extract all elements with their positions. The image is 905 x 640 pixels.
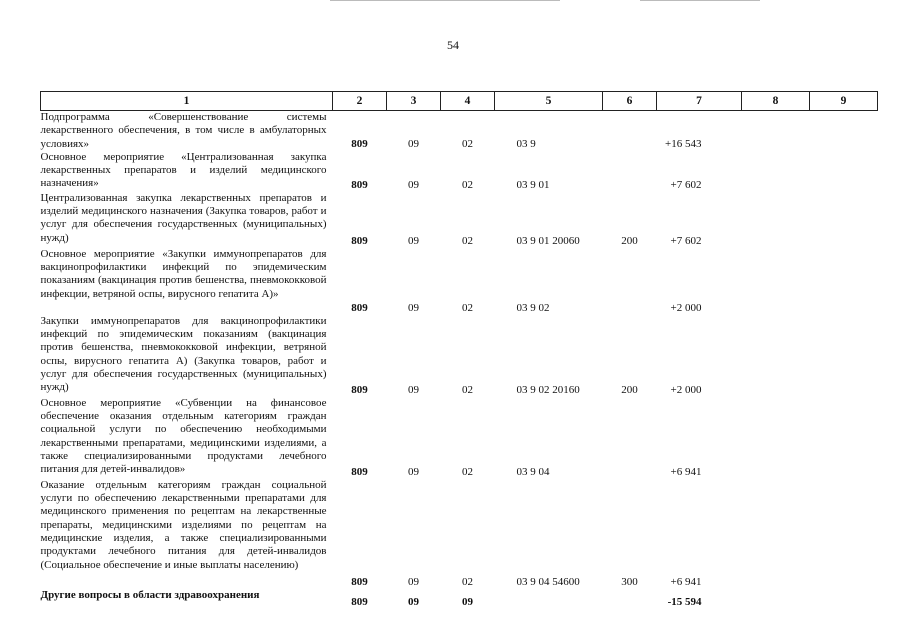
row-description: Закупки иммунопрепаратов для вакцинопрофилактики инфекций по эпидемическим показаниям (вакцинация против бешенства, пневмококковой инфекции, ветряной оспы, вирусного гепатита А) (Закупка товаров, работ и услуг для обеспечения государственных (муниципальных) нужд) bbox=[40, 314, 327, 394]
ministry-code: 809 bbox=[351, 234, 368, 247]
col8-cell bbox=[742, 151, 810, 192]
amount: +16 543 bbox=[665, 137, 702, 150]
target-article-code: 03 9 01 20060 bbox=[516, 234, 580, 247]
section-code: 09 bbox=[408, 234, 419, 247]
expense-type-code bbox=[603, 151, 657, 192]
row-description: Другие вопросы в области здравоохранения bbox=[40, 588, 260, 601]
subsection-code: 02 bbox=[462, 575, 473, 588]
amount: +6 941 bbox=[670, 465, 702, 478]
expense-type-code: 300 bbox=[621, 575, 638, 588]
row-description: Основное мероприятие «Закупки иммунопрепаратов для вакцинопрофилактики инфекций по эпидемическим показаниям (вакцинация против бешенства, пневмококковой инфекции, ветряной оспы, вирусного гепатита А)» bbox=[40, 247, 327, 300]
section-code: 09 bbox=[408, 465, 419, 478]
ministry-code: 809 bbox=[351, 575, 368, 588]
col8-cell bbox=[742, 192, 810, 248]
ministry-code: 809 bbox=[351, 301, 368, 314]
ministry-code: 809 bbox=[351, 595, 368, 608]
row-description: Основное мероприятие «Централизованная закупка лекарственных препаратов и изделий медицинского назначения» bbox=[40, 150, 327, 190]
ministry-code: 809 bbox=[351, 137, 368, 150]
section-code: 09 bbox=[408, 178, 419, 191]
table-row bbox=[41, 397, 878, 479]
col9-cell bbox=[810, 248, 878, 315]
target-article-code bbox=[495, 589, 603, 609]
col9-cell bbox=[810, 192, 878, 248]
subsection-code: 02 bbox=[462, 137, 473, 150]
col8-cell bbox=[742, 248, 810, 315]
row-description: Централизованная закупка лекарственных препаратов и изделий медицинского назначения (Закупка товаров, работ и услуг для обеспечения государственных (муниципальных) нужд) bbox=[40, 191, 327, 244]
col9-cell bbox=[810, 111, 878, 151]
target-article-code: 03 9 04 bbox=[516, 465, 550, 478]
col9-cell bbox=[810, 397, 878, 479]
scan-artifact-line bbox=[640, 0, 760, 1]
row-description: Оказание отдельным категориям граждан социальной услуги по обеспечению лекарственными препаратами для медицинского применения по рецептам на лекарственные препараты, медицинскими изделиями по рецептам на медицинские изделия, а также специализированными продуктами лечебного питания для детей-инвалидов (Социальное обеспечение и иные выплаты населению) bbox=[40, 478, 327, 571]
col8-cell bbox=[742, 111, 810, 151]
amount: +6 941 bbox=[670, 575, 702, 588]
expense-type-code bbox=[603, 111, 657, 151]
budget-table bbox=[40, 91, 878, 609]
subsection-code: 02 bbox=[462, 383, 473, 396]
section-code: 09 bbox=[408, 595, 419, 608]
amount: -15 594 bbox=[667, 595, 702, 608]
row-description: Подпрограмма «Совершенствование системы лекарственного обеспечения, в том числе в амбулаторных условиях» bbox=[40, 111, 327, 150]
amount: +7 602 bbox=[670, 234, 702, 247]
column-header: 6 bbox=[603, 92, 657, 111]
col9-cell bbox=[810, 589, 878, 609]
table-row bbox=[41, 248, 878, 315]
col9-cell bbox=[810, 479, 878, 589]
row-description: Основное мероприятие «Субвенции на финансовое обеспечение оказания отдельным категориям граждан социальной услуги по обеспечению необходимыми лекарственными препаратами, медицинскими изделиями, а также специализированными продуктами лечебного питания для детей-инвалидов» bbox=[40, 396, 327, 476]
column-header: 8 bbox=[742, 92, 810, 111]
section-code: 09 bbox=[408, 383, 419, 396]
expense-type-code: 200 bbox=[621, 234, 638, 247]
target-article-code: 03 9 04 54600 bbox=[516, 575, 580, 588]
amount: +2 000 bbox=[670, 383, 702, 396]
column-header: 4 bbox=[441, 92, 495, 111]
target-article-code: 03 9 bbox=[516, 137, 536, 150]
target-article-code: 03 9 02 bbox=[516, 301, 550, 314]
section-code: 09 bbox=[408, 301, 419, 314]
table-row bbox=[41, 111, 878, 151]
ministry-code: 809 bbox=[351, 383, 368, 396]
ministry-code: 809 bbox=[351, 465, 368, 478]
page-number: 54 bbox=[447, 38, 459, 52]
col8-cell bbox=[742, 397, 810, 479]
section-code: 09 bbox=[408, 575, 419, 588]
subsection-code: 02 bbox=[462, 301, 473, 314]
col9-cell bbox=[810, 151, 878, 192]
col8-cell bbox=[742, 479, 810, 589]
table-row bbox=[41, 589, 878, 609]
col8-cell bbox=[742, 589, 810, 609]
header-row bbox=[41, 92, 878, 111]
col8-cell bbox=[742, 315, 810, 397]
subsection-code: 09 bbox=[462, 595, 473, 608]
table-row bbox=[41, 151, 878, 192]
subsection-code: 02 bbox=[462, 178, 473, 191]
target-article-code: 03 9 02 20160 bbox=[516, 383, 580, 396]
column-header: 2 bbox=[333, 92, 387, 111]
column-header: 5 bbox=[495, 92, 603, 111]
budget-table-container bbox=[40, 91, 877, 631]
section-code: 09 bbox=[408, 137, 419, 150]
target-article-code: 03 9 01 bbox=[516, 178, 550, 191]
column-header: 7 bbox=[657, 92, 742, 111]
ministry-code: 809 bbox=[351, 178, 368, 191]
expense-type-code bbox=[603, 397, 657, 479]
column-header: 1 bbox=[41, 92, 333, 111]
amount: +7 602 bbox=[670, 178, 702, 191]
table-row bbox=[41, 479, 878, 589]
table-row bbox=[41, 192, 878, 248]
amount: +2 000 bbox=[670, 301, 702, 314]
expense-type-code bbox=[603, 248, 657, 315]
subsection-code: 02 bbox=[462, 234, 473, 247]
table-row bbox=[41, 315, 878, 397]
column-header: 9 bbox=[810, 92, 878, 111]
expense-type-code: 200 bbox=[621, 383, 638, 396]
scan-artifact-line bbox=[330, 0, 560, 1]
col9-cell bbox=[810, 315, 878, 397]
expense-type-code bbox=[603, 589, 657, 609]
subsection-code: 02 bbox=[462, 465, 473, 478]
column-header: 3 bbox=[387, 92, 441, 111]
